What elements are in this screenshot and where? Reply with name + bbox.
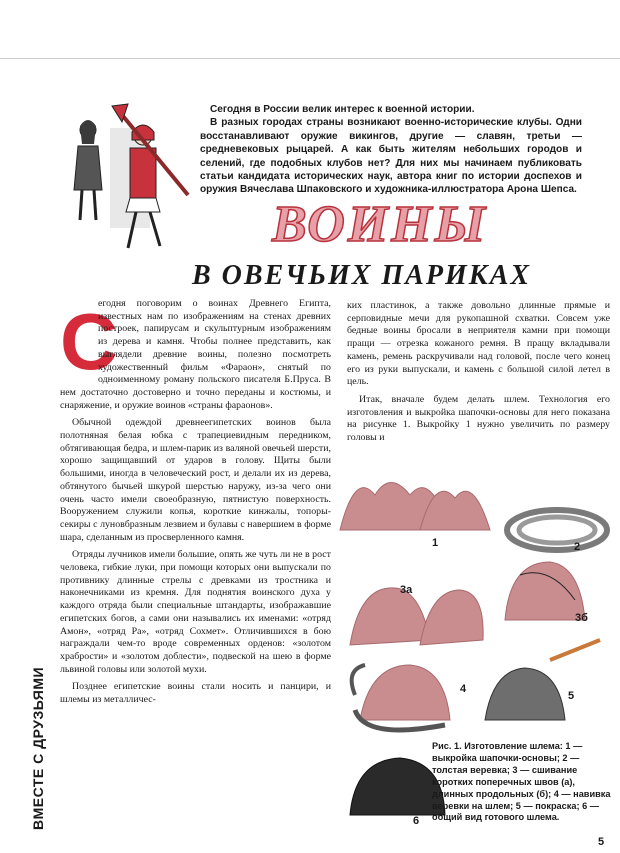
intro-text <box>200 103 582 197</box>
figure-label: 6 <box>413 815 420 827</box>
figure-label: 2 <box>574 541 581 553</box>
drop-cap: С <box>60 297 118 386</box>
paragraph: Позднее египетские воины стали носить и панцири, и шлемы из металличес- <box>60 681 331 706</box>
column-left <box>60 298 331 712</box>
paragraph <box>60 298 331 412</box>
figure-caption: Рис. 1. Изготовление шлема: 1 — выкройка шапочки-основы; 2 — толстая веревка; 3 — сшивание коротких поперечных швов (а), длинных продольных (б); 4 — навивка веревки на шлем; 5 — покраска; 6 — общий вид готового шлема. <box>432 741 611 823</box>
paragraph: Обычной одеждой древнеегипетских воинов была полотняная белая юбка с трапециевидным передником, обтягивающая бедра, и шлем-парик из валяной овечьей шерсти, хорошо защищавший от ударов в голову. Щиты были большими, иногда в человеческий рост, и делали их из дерева, обтянутого бычьей шкурой шерстью наружу, из-за чего они очень часто имели своеобразную, пятнистую поверхность. Вооружением служили копья, короткие кинжалы, топоры-секиры с луновбразным лезвием и булавы с навершием в форме шара, сделанным из просверленного камня. <box>60 417 331 543</box>
intro-body: В разных городах страны возникают военно-исторические клубы. Одни восстанавливают оружие викингов, другие — славян, третьи — средневековых рыцарей. А как быть жителям небольших городов и селений, где подобных клубов нет? Для них мы начинаем публиковать статьи кандидата исторических наук, автора книг по истории доспехов и оружия Вячеслава Шпаковского и художника-иллюстратора Арона Шепса. <box>200 117 582 196</box>
figure-label: 3а <box>400 584 413 596</box>
warriors-illustration <box>48 100 198 260</box>
page-number: 5 <box>598 836 605 848</box>
figure-label: 4 <box>460 683 467 695</box>
column-right <box>347 300 610 450</box>
paragraph: Отряды лучников имели большие, опять же чуть ли не в рост человека, гибкие луки, при помощи которых они выпускали по противнику длинные стрелы с древками из тростника и наконечниками из кремня. Для поднятия воинского духа у каждого отряда были специальные штандарты, изображавшие египетских богов, а сами они назывались их именами: «отряд Амон», «отряд Ра», «отряд Сохмет». Отличившихся в бою награждали чем-то вроде современных орденов: «золотом храбрости» и «золотом доблести», подвеской на шею в форме львиной головы или золотой мухи. <box>60 549 331 675</box>
article-subtitle: В ОВЕЧЬИХ ПАРИКАХ <box>192 260 532 291</box>
intro-line1: Сегодня в России велик интерес к военной истории. <box>210 104 475 115</box>
figure-label: 5 <box>568 690 575 702</box>
paragraph: Итак, вначале будем делать шлем. Технология его изготовления и выкройка шапочки-основы для него показана на рисунке 1. Выкройку 1 нужно увеличить по размеру головы и <box>347 393 610 444</box>
figure-label: 3б <box>575 612 588 624</box>
paragraph: ких пластинок, а также довольно длинные прямые и серповидные мечи для рукопашной схватки. Совсем уже бедные воины бросали в неприятеля камни при помощи пращи — отрезка кожаного ремня. В пращу вкладывали камень, ремень раскручивали над головой, после чего конец его из руки выпускали, и камень с большой силой летел в цель. <box>347 300 610 388</box>
section-label: ВМЕСТЕ С ДРУЗЬЯМИ <box>30 666 46 830</box>
article-title: ВОИНЫ <box>272 196 489 253</box>
figure-label: 1 <box>432 537 439 549</box>
paragraph-text: егодня поговорим о воинах Древнего Египта, известных нам по изображениям на стенах древних построек, папирусам и скульптурным изображениям из дерева и камня. Чтобы полнее представить, как выглядели древние воины, полезно посмотреть художественный фильм «Фараон», снятый по одноименному роману польского писателя Б.Пруса. В нем достаточно достоверно и точно переданы и костюмы, и снаряжение, и оружие воинов «страны фараонов». <box>60 298 331 411</box>
top-divider <box>0 58 620 59</box>
